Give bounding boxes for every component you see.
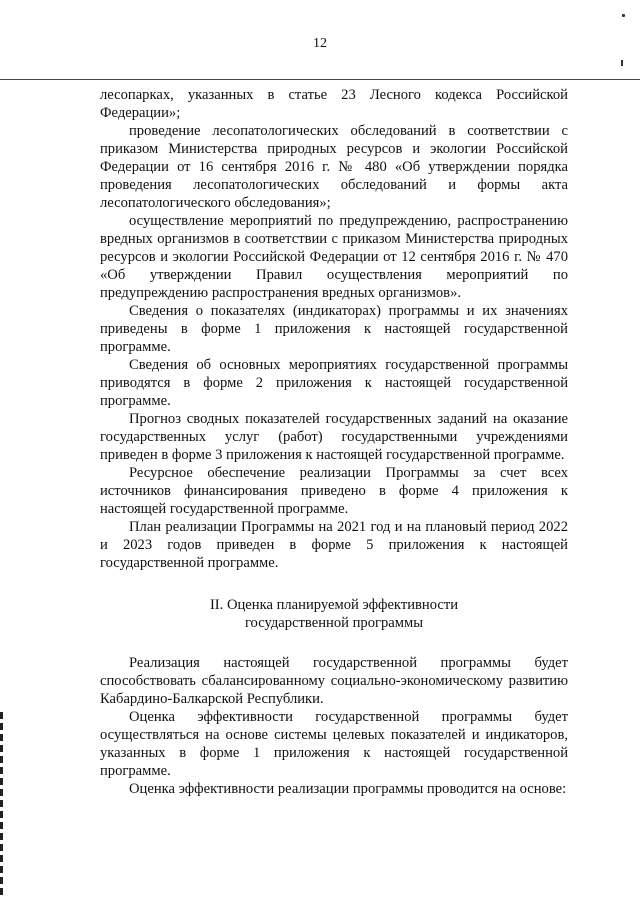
section-heading-line: II. Оценка планируемой эффективности (209, 597, 459, 613)
body-paragraph: Прогноз сводных показателей государственных заданий на оказание государственных услуг (работ) государственными учреждениями приведен в форме 3 приложения к настоящей государственной программе. (100, 411, 568, 463)
scan-edge-artifact (0, 712, 3, 897)
page-number: 12 (313, 36, 327, 51)
section-paragraph: Реализация настоящей государственной программы будет способствовать сбалансированному социально-экономическому развитию Кабардино-Балкарской Республики. (100, 655, 568, 707)
body-paragraph: лесопарках, указанных в статье 23 Лесного кодекса Российской Федерации»; (100, 87, 568, 121)
scan-mark (621, 60, 627, 66)
body-paragraph: Сведения о показателях (индикаторах) программы и их значениях приведены в форме 1 приложения к настоящей государственной программе. (100, 303, 568, 355)
body-paragraph: осуществление мероприятий по предупреждению, распространению вредных организмов в соответствии с приказом Министерства природных ресурсов и экологии Российской Федерации от 12 сентября 2016 г. № 470 «Об утверждении Правил осуществления мероприятий по предупреждению распространения вредных организмов». (100, 213, 568, 301)
body-paragraph: Ресурсное обеспечение реализации Программы за счет всех источников финансирования приведено в форме 4 приложения к настоящей государственной программе. (100, 465, 568, 517)
section-heading-line: государственной программы (244, 615, 424, 631)
section-paragraph: Оценка эффективности государственной программы будет осуществляться на основе системы целевых показателей и индикаторов, указанных в форме 1 приложения к настоящей государственной программе. (100, 709, 568, 779)
section-paragraph: Оценка эффективности реализации программы проводится на основе: (129, 781, 567, 797)
header-rule (0, 79, 640, 80)
body-paragraph: Сведения об основных мероприятиях государственной программы приводятся в форме 2 приложения к настоящей государственной программе. (100, 357, 568, 409)
body-paragraph: План реализации Программы на 2021 год и на плановый период 2022 и 2023 годов приведен в форме 5 приложения к настоящей государственной программе. (100, 519, 568, 571)
section-heading (100, 596, 568, 632)
body-paragraph: проведение лесопатологических обследований в соответствии с приказом Министерства природных ресурсов и экологии Российской Федерации от 16 сентября 2016 г. № 480 «Об утверждении порядка проведения лесопатологических обследований и формы акта лесопатологического обследования»; (100, 123, 568, 211)
document-body (100, 86, 568, 798)
scan-mark (622, 14, 625, 17)
